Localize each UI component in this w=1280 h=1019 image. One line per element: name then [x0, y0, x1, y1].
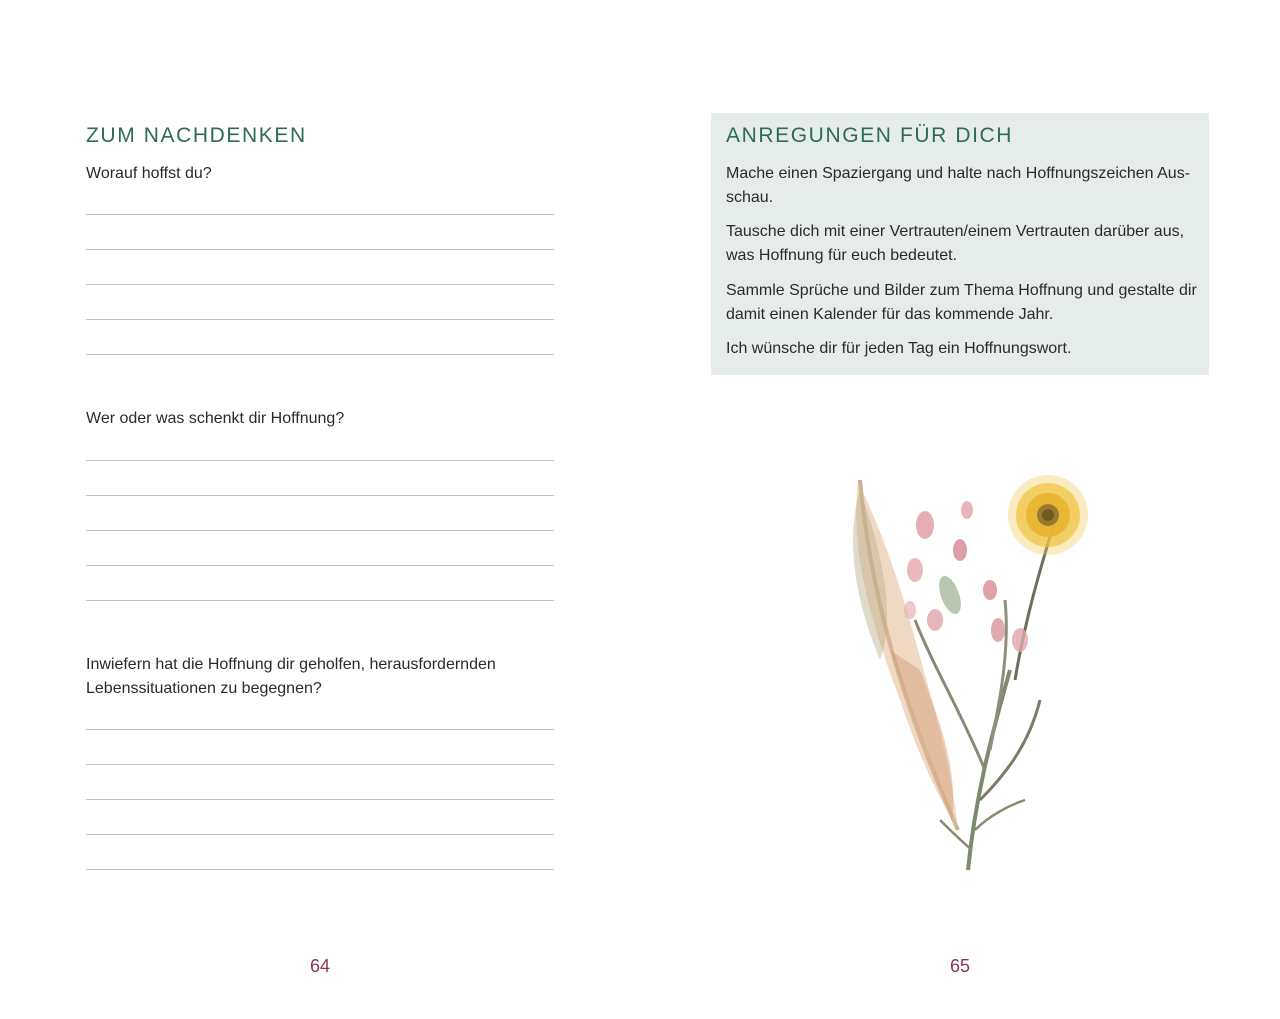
- writing-line[interactable]: [86, 764, 554, 765]
- suggestion-2: Tausche dich mit einer Vertrauten/einem Vertrauten darüber aus, was Hoffnung für euch bedeutet.: [726, 223, 1185, 264]
- writing-line[interactable]: [86, 600, 554, 601]
- section-heading-reflect: ZUM NACHDENKEN: [86, 124, 307, 147]
- writing-line[interactable]: [86, 354, 554, 355]
- question-1: Worauf hoffst du?: [86, 165, 212, 182]
- question-3: Inwiefern hat die Hoffnung dir geholfen, herausfordernden Lebenssituationen zu begegnen?: [86, 656, 496, 697]
- writing-line[interactable]: [86, 495, 554, 496]
- writing-line[interactable]: [86, 319, 554, 320]
- writing-line[interactable]: [86, 799, 554, 800]
- writing-line[interactable]: [86, 869, 554, 870]
- suggestion-3: Sammle Sprüche und Bilder zum Thema Hoffnung und gestalte dir damit einen Kalender für das kommende Jahr.: [726, 282, 1197, 323]
- suggestions-box: [711, 113, 1209, 375]
- suggestion-1: Mache einen Spaziergang und halte nach Hoffnungszeichen Aus-schau.: [726, 165, 1191, 206]
- page-number-right: 65: [949, 956, 971, 976]
- right-page: [640, 0, 1280, 1019]
- page-number-left: 64: [309, 956, 331, 976]
- section-heading-suggestions: ANREGUNGEN FÜR DICH: [726, 124, 1014, 147]
- writing-line[interactable]: [86, 530, 554, 531]
- writing-line[interactable]: [86, 460, 554, 461]
- question-2: Wer oder was schenkt dir Hoffnung?: [86, 410, 345, 427]
- writing-line[interactable]: [86, 214, 554, 215]
- writing-line[interactable]: [86, 249, 554, 250]
- writing-line[interactable]: [86, 284, 554, 285]
- writing-line[interactable]: [86, 834, 554, 835]
- writing-line[interactable]: [86, 565, 554, 566]
- writing-line[interactable]: [86, 729, 554, 730]
- suggestion-4: Ich wünsche dir für jeden Tag ein Hoffnungswort.: [726, 340, 1072, 357]
- watercolor-flower-illustration: [840, 470, 1100, 880]
